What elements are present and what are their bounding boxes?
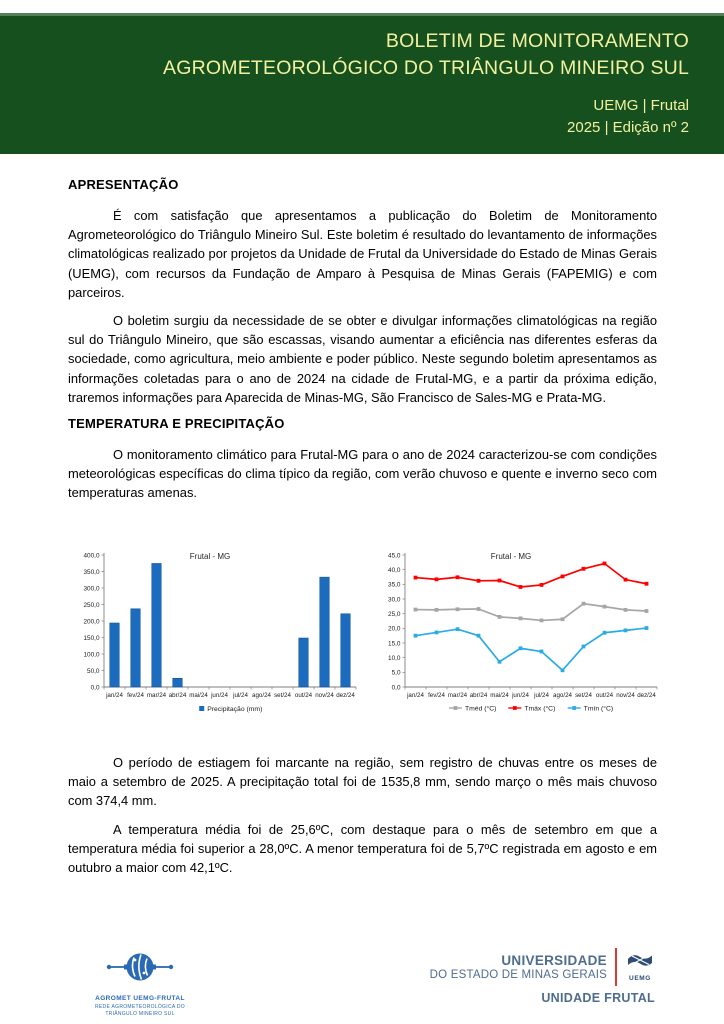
svg-text:0,0: 0,0 [90,684,100,692]
svg-text:250,0: 250,0 [83,601,100,609]
svg-text:jun/24: jun/24 [512,692,529,699]
svg-text:Tméd (°C): Tméd (°C) [464,705,497,713]
svg-text:10,0: 10,0 [388,654,401,662]
bulletin-subtitle-edition: 2025 | Edição nº 2 [567,119,689,136]
content-top [68,177,657,512]
svg-text:35,0: 35,0 [388,581,401,589]
svg-text:mai/24: mai/24 [490,692,509,699]
svg-text:15,0: 15,0 [388,640,401,648]
svg-text:Frutal - MG: Frutal - MG [189,552,231,561]
svg-text:400,0: 400,0 [83,552,100,560]
svg-text:Tmáx (°C): Tmáx (°C) [524,705,556,713]
svg-text:mar/24: mar/24 [146,692,167,699]
svg-text:25,0: 25,0 [388,610,401,618]
svg-text:dez/24: dez/24 [336,692,355,699]
svg-text:ago/24: ago/24 [252,692,271,699]
svg-text:jan/24: jan/24 [407,692,424,699]
paragraph-apresentacao-2: O boletim surgiu da necessidade de se obter e divulgar informações climatológicas na região sul do Triângulo Mineiro, que são escassas, visando aumentar a eficiência nas diferentes esferas da sociedade, como agricultura, meio ambiente e poder público. Neste segundo boletim apresentamos as informações coletadas para o ano de 2024 na cidade de Frutal-MG, e a partir da próxima edição, traremos informações para Aparecida de Minas-MG, São Francisco de Sales-MG e Prata-MG. [68,313,657,405]
header-banner [0,13,724,154]
svg-text:20,0: 20,0 [388,625,401,633]
svg-text:5,0: 5,0 [391,669,401,677]
svg-text:mar/24: mar/24 [447,692,468,699]
section-heading-temperatura: TEMPERATURA E PRECIPITAÇÃO [68,416,285,432]
section-heading-apresentacao: APRESENTAÇÃO [68,177,179,192]
charts-row [70,546,662,720]
svg-text:out/24: out/24 [595,692,614,699]
paragraph-temperatura-media: A temperatura média foi de 25,6ºC, com destaque para o mês de setembro em que a temperatura média foi superior a 28,0ºC. A menor temperatura foi de 5,7ºC registrada em agosto e em outubro a maior com 42,1ºC. [68,821,657,876]
svg-text:nov/24: nov/24 [315,692,334,699]
svg-text:set/24: set/24 [274,692,291,699]
svg-text:abr/24: abr/24 [168,692,187,699]
svg-text:fev/24: fev/24 [428,692,445,699]
svg-text:fev/24: fev/24 [127,692,144,699]
content-bottom [68,753,657,886]
svg-text:45,0: 45,0 [388,552,401,560]
footer [75,948,655,1017]
uemg-unit-label: UNIDADE FRUTAL [541,991,655,1005]
temperature-line-chart [371,546,662,720]
svg-text:150,0: 150,0 [83,634,100,642]
uemg-flag-icon [627,952,653,969]
svg-text:out/24: out/24 [294,692,313,699]
svg-text:dez/24: dez/24 [637,692,656,699]
svg-text:Precipitação (mm): Precipitação (mm) [207,706,263,713]
svg-text:40,0: 40,0 [388,566,401,574]
agromet-logo-subtitle-2: TRIÂNGULO MINEIRO SUL [105,1010,175,1017]
svg-text:abr/24: abr/24 [469,692,488,699]
uemg-logo [430,948,655,1005]
bulletin-title-line2: AGROMETEOROLÓGICO DO TRIÂNGULO MINEIRO SUL [163,56,689,79]
svg-text:ago/24: ago/24 [553,692,572,699]
svg-text:jan/24: jan/24 [106,692,123,699]
svg-text:100,0: 100,0 [83,651,100,659]
svg-text:200,0: 200,0 [83,618,100,626]
agromet-logo-subtitle-1: REDE AGROMETEOROLÓGICA DO [94,1004,185,1010]
svg-text:Frutal - MG: Frutal - MG [490,552,532,561]
agromet-logo-name: AGROMET UEMG-FRUTAL [95,995,185,1002]
svg-text:jul/24: jul/24 [534,692,549,699]
svg-text:nov/24: nov/24 [616,692,635,699]
paragraph-temperatura-1: O monitoramento climático para Frutal-MG para o ano de 2024 caracterizou-se com condições meteorológicas específicas do clima típico da região, com verão chuvoso e quente e inverno seco com temperaturas amenas. [68,447,657,501]
bulletin-subtitle-org: UEMG | Frutal [593,97,689,114]
uemg-mark-label: UEMG [629,975,651,982]
svg-text:350,0: 350,0 [83,568,100,576]
svg-text:30,0: 30,0 [388,596,401,604]
svg-text:set/24: set/24 [575,692,592,699]
paragraph-estiagem: O período de estiagem foi marcante na região, sem registro de chuvas entre os meses de maio a setembro de 2025. A precipitação total foi de 1535,8 mm, sendo março o mês mais chuvoso com 374,4 mm. [68,755,657,809]
svg-text:jun/24: jun/24 [211,692,228,699]
svg-text:300,0: 300,0 [83,585,100,593]
paragraph-apresentacao-1: É com satisfação que apresentamos a publicação do Boletim de Monitoramento Agrometeorológico do Triângulo Mineiro Sul. Este boletim é resultado do levantamento de informações climatológicas realizado por projetos da Unidade de Frutal da Universidade do Estado de Minas Gerais (UEMG), com recursos da Fundação de Amparo à Pesquisa de Minas Gerais (FAPEMIG) e com parceiros. [68,208,657,300]
svg-text:jul/24: jul/24 [233,692,248,699]
precipitation-bar-chart [70,546,361,720]
uemg-logo-line2: DO ESTADO DE MINAS GERAIS [429,969,607,981]
bulletin-title-line1: BOLETIM DE MONITORAMENTO [385,30,689,52]
svg-text:Tmín (°C): Tmín (°C) [583,705,614,713]
agromet-globe-icon [104,948,176,988]
svg-text:mai/24: mai/24 [189,692,208,699]
uemg-logo-line1: UNIVERSIDADE [501,953,607,968]
agromet-logo [75,948,205,1017]
svg-text:0,0: 0,0 [391,684,401,692]
uemg-logo-divider [615,948,617,986]
svg-text:50,0: 50,0 [87,667,100,675]
